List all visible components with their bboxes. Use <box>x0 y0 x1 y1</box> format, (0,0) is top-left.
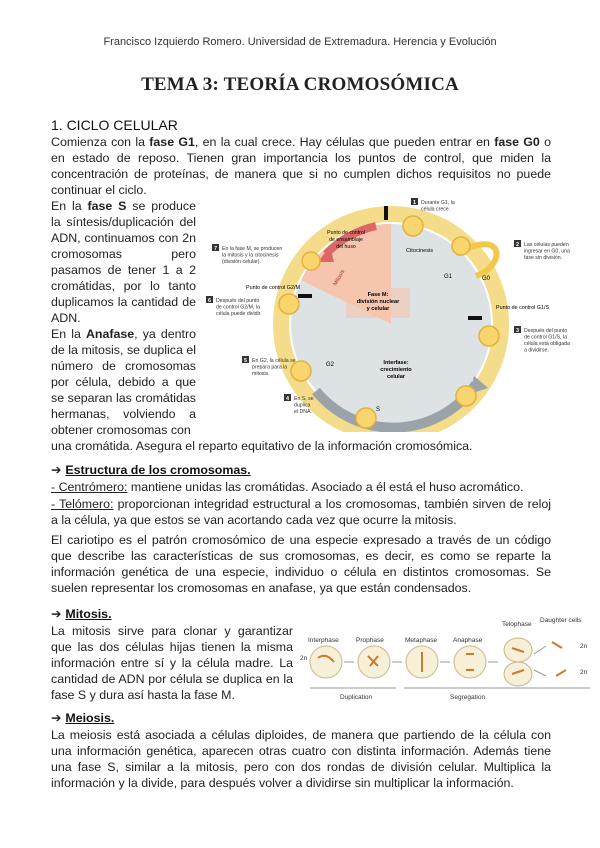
note-number: 2 <box>516 242 520 248</box>
meiosis-paragraph: La meiosis está asociada a células diploides, de manera que partiendo de la célula con una información genética, aparecen otras cuatro con distinta información. Además tiene una fase S, similar a la mitosis, pero con dos rondas de división celular. Multiplica la información y la divide, para después volver a dividirse sin multiplicar la información. <box>51 728 551 790</box>
phase-label: Anaphase <box>453 637 483 644</box>
note-text: En S, se duplica el DNA. <box>294 396 314 415</box>
daughter-label: Daughter cells <box>540 617 582 624</box>
centromero-line: - Centrómero: mantiene unidas las cromátidas. Asociado a él está el huso acromático. <box>51 480 524 494</box>
center-m-label: Fase M: división nuclear y celular <box>356 292 400 312</box>
phase-label: Metaphase <box>405 637 438 644</box>
meiosis-heading: ➔ Meiosis. <box>51 711 115 725</box>
paragraph-fase-s: En la fase S se produce la síntesis/duplicación del ADN, continuamos con 2n cromosomas pero pasamos de tener 1 a 2 cromátidas, por lo tanto duplicamos la cantidad de ADN. <box>51 199 197 325</box>
label-mitosis: Mitosis <box>332 268 347 287</box>
paragraph-anafase-end: una cromátida. Asegura el reparto equitativo de la información cromosómica. <box>51 439 473 453</box>
cycle-note <box>284 394 314 415</box>
phase-label: Prophase <box>356 637 384 644</box>
note-text: Las células pueden ingresar en G0, una fase sin división. <box>524 242 570 261</box>
label-g1: G1 <box>444 274 453 280</box>
note-number: 5 <box>244 358 248 364</box>
mitosis-paragraph: La mitosis sirve para clonar y garantizar que las dos células hijas tienen la misma información entre sí y la célula madre. La cantidad de ADN por célula se duplica en la fase S y dura así hasta la fase M. <box>51 624 293 702</box>
page-header: Francisco Izquierdo Romero. Universidad de Extremadura. Herencia y Evolución <box>103 36 497 48</box>
cariotipo-paragraph: El cariotipo es el patrón cromosómico de una especie expresado a través de un código que describe las características de sus cromosomas, es decir, es como se reparte la información genética de una especie, individuo o célula en distintos cromosomas. Se suelen representar los cromosomas en anafase, ya que están condensados. <box>51 533 551 595</box>
phase-label: Interphase <box>308 637 339 644</box>
note-text: En G2, la célula se prepara para la mitosis. <box>252 358 296 377</box>
cycle-note <box>212 244 282 265</box>
ploidy-label: 2n <box>300 655 308 662</box>
section-heading: 1. CICLO CELULAR <box>51 117 178 133</box>
label-g2: G2 <box>326 362 335 368</box>
cycle-note <box>514 240 570 261</box>
cell-cycle-diagram <box>206 196 586 432</box>
cycle-note <box>514 326 570 354</box>
label-g0: G0 <box>482 276 491 282</box>
note-number: 1 <box>413 200 417 206</box>
paragraph-ciclo: Comienza con la fase G1, en la cual crece. Hay células que pueden entrar en fase G0 o en estado de reposo. Tienen gran importancia los puntos de control, que miden la concentración de proteínas, de manera que si no cumplen dichos requisitos no puede continuar el ciclo. <box>51 135 552 197</box>
label-s: S <box>376 407 381 413</box>
page-title: TEMA 3: TEORÍA CROMOSÓMICA <box>141 74 459 95</box>
note-text: En la fase M, se producen la mitosis y la citocinesis (división celular). <box>222 246 283 265</box>
label-checkpoint-m: Punto de control de ensamblaje del huso <box>327 230 365 250</box>
label-checkpoint-g2m: Punto de control G2/M <box>246 285 300 291</box>
note-text: Después del punto de control G1/S, la célula está obligada a dividirse. <box>524 328 570 354</box>
segregation-label: Segregation <box>450 694 486 701</box>
mitosis-figure <box>300 614 592 702</box>
note-number: 4 <box>286 396 290 402</box>
ploidy-label: 2n <box>580 669 588 676</box>
note-text: Después del punto de control G2/M, la célula puede dividir. <box>216 298 262 317</box>
note-number: 3 <box>516 328 520 334</box>
note-number: 7 <box>214 246 218 252</box>
note-number: 6 <box>208 298 212 304</box>
center-i-label: Interfase: crecimiento celular <box>380 360 412 380</box>
phase-label: Telophase <box>502 621 532 628</box>
label-citocinesis: Citocinesis <box>406 248 434 254</box>
mitosis-heading: ➔ Mitosis. <box>51 607 112 621</box>
ploidy-label: 2n <box>580 643 588 650</box>
telomero-paragraph: - Telómero: proporcionan integridad estructural a los cromosomas, también sirven de reloj a la célula, ya que estos se van acortando cada vez que ocurre la mitosis. <box>51 497 551 527</box>
label-checkpoint-g1s: Punto de control G1/S <box>496 305 550 311</box>
estructura-heading: ➔ Estructura de los cromosomas. <box>51 463 251 477</box>
paragraph-anafase: En la Anafase, ya dentro de la mitosis, se duplica el número de cromosomas por célula, debido a que se separan las cromátidas hermanas, volviendo a obtener cromosomas con <box>51 327 196 437</box>
duplication-label: Duplication <box>340 694 373 701</box>
note-text: Durante G1, la célula crece. <box>421 200 455 213</box>
cycle-note <box>206 296 262 317</box>
